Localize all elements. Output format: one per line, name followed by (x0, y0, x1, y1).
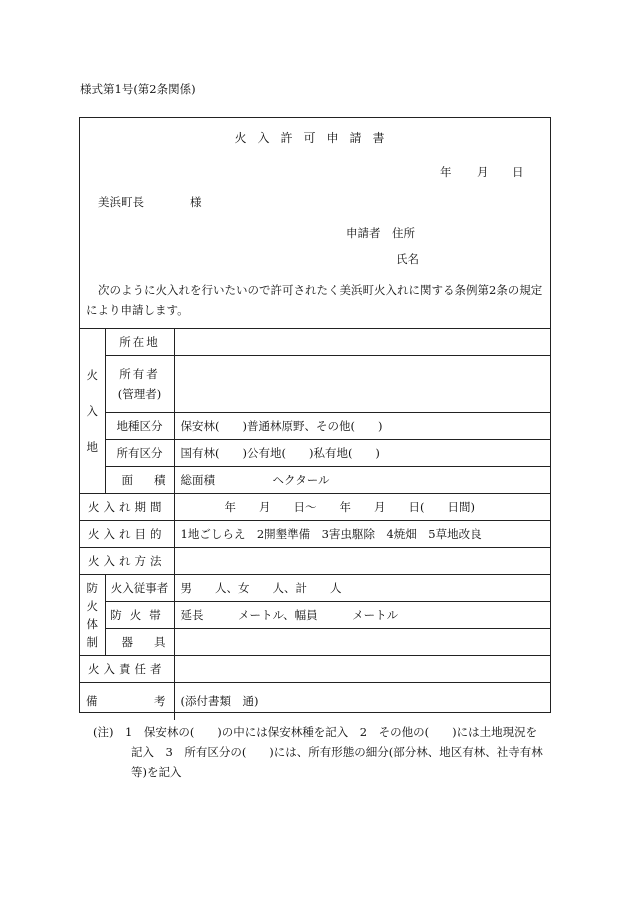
applicant-label: 申請者 (346, 226, 381, 240)
purpose-row (80, 521, 550, 548)
period-field[interactable]: 年 月 日～ 年 月 日( 日間) (174, 494, 550, 521)
remarks-label (80, 683, 174, 720)
ownership-field[interactable]: 国有林( )公有地( )私有地( ) (174, 440, 550, 467)
period-label: 火入れ期間 (80, 494, 174, 521)
notes-text (125, 722, 553, 782)
remarks-field[interactable]: (添付書類 通) (174, 683, 550, 720)
method-field[interactable] (174, 548, 550, 575)
notes-line-3: 等)を記入 (131, 765, 182, 779)
location-row (80, 329, 550, 356)
equipment-field[interactable] (174, 629, 550, 656)
form-title: 火入許可申請書 (234, 131, 396, 145)
location-field[interactable] (174, 329, 550, 356)
method-row (80, 548, 550, 575)
notes-line-2: 記入 3 所有区分の( )には、所有形態の細分(部分林、地区有林、社寺有林 (131, 745, 543, 759)
firebreak-field[interactable]: 延長 メートル、幅員 メートル (174, 602, 550, 629)
application-form (79, 117, 551, 713)
land-category-label: 地種区分 (105, 413, 174, 440)
workers-field[interactable]: 男 人、女 人、計 人 (174, 575, 550, 602)
fire-area-group-text: 火入地 (86, 368, 98, 454)
area-field[interactable]: 総面積 ヘクタール (174, 467, 550, 494)
honorific: 様 (190, 195, 202, 209)
period-row (80, 494, 550, 521)
owner-label (105, 356, 174, 413)
equipment-label: 器具 (105, 629, 174, 656)
form-table (80, 328, 550, 720)
name-label: 氏名 (396, 252, 419, 266)
workers-row (80, 575, 550, 602)
land-category-row (80, 413, 550, 440)
date-month-label: 月 (477, 165, 489, 179)
remarks-label-left: 備 (86, 694, 98, 709)
ownership-row (80, 440, 550, 467)
responsible-label: 火入責任者 (80, 656, 174, 683)
form-number: 様式第1号(第2条関係) (80, 82, 196, 96)
firebreak-row (80, 602, 550, 629)
date-day-label: 日 (512, 165, 524, 179)
notes-lead: (注) (93, 725, 114, 739)
workers-label: 火入従事者 (105, 575, 174, 602)
area-label: 面積 (105, 467, 174, 494)
date-year-label: 年 (440, 165, 452, 179)
land-category-field[interactable]: 保安林( )普通林原野、その他( ) (174, 413, 550, 440)
purpose-field[interactable]: 1地ごしらえ 2開墾準備 3害虫駆除 4焼畑 5草地改良 (174, 521, 550, 548)
owner-label-line2: (管理者) (117, 387, 162, 401)
location-label: 所在地 (105, 329, 174, 356)
address-label: 住所 (392, 226, 415, 240)
firebreak-label: 防火帯 (105, 602, 174, 629)
remarks-row (80, 683, 550, 720)
area-row (80, 467, 550, 494)
equipment-row (80, 629, 550, 656)
fire-area-group-label (80, 329, 105, 494)
fire-prevention-group-label (80, 575, 105, 656)
owner-field[interactable] (174, 356, 550, 413)
owner-label-line1: 所有者 (119, 367, 160, 381)
purpose-label: 火入れ目的 (80, 521, 174, 548)
ownership-label: 所有区分 (105, 440, 174, 467)
method-label: 火入れ方法 (80, 548, 174, 575)
remarks-label-right: 考 (154, 694, 166, 709)
addressee: 美浜町長 (98, 195, 144, 209)
notes-line-1: 1 保安林の( )の中には保安林種を記入 2 その他の( )には土地現況を (125, 725, 538, 739)
responsible-row (80, 656, 550, 683)
owner-row (80, 356, 550, 413)
responsible-field[interactable] (174, 656, 550, 683)
application-statement: 次のように火入れを行いたいので許可されたく美浜町火入れに関する条例第2条の規定により申請します。 (86, 283, 543, 317)
form-header (80, 118, 550, 328)
fire-prevention-group-text: 防火体制 (86, 581, 98, 649)
